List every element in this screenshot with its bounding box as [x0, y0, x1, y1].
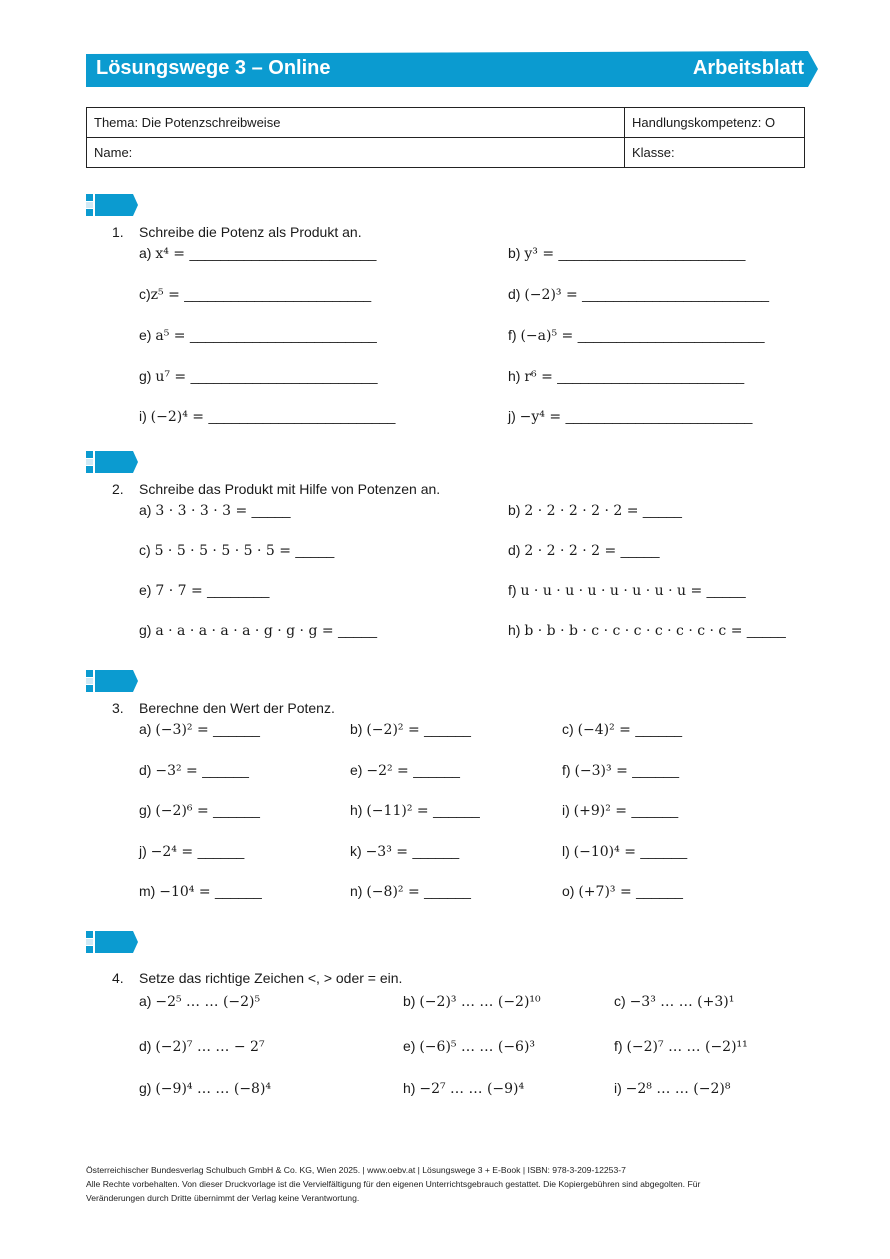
task-3-item-o[interactable]: o) (+7)³ = ______ — [562, 883, 683, 900]
task-2-item-f[interactable]: f) u · u · u · u · u · u · u · u = _____ — [508, 582, 746, 599]
task-3-item-m[interactable]: m) −10⁴ = ______ — [139, 883, 262, 900]
task-3-item-b[interactable]: b) (−2)² = ______ — [350, 721, 471, 738]
task-number: 2. — [112, 481, 124, 497]
task-1-item-c[interactable]: c)z⁵ = ________________________ — [139, 286, 372, 303]
task-1-item-j[interactable]: j) −y⁴ = ________________________ — [508, 408, 753, 425]
task-4-item-g[interactable]: g) (−9)⁴ … … (−8)⁴ — [139, 1080, 272, 1097]
task-4-item-d[interactable]: d) (−2)⁷ … … − 2⁷ — [139, 1038, 265, 1055]
task-3-item-l[interactable]: l) (−10)⁴ = ______ — [562, 843, 688, 860]
task-3-heading — [112, 700, 335, 716]
competence-cell: Handlungskompetenz: O — [625, 108, 805, 138]
task-3-item-c[interactable]: c) (−4)² = ______ — [562, 721, 683, 738]
section-marker-4-icon — [86, 931, 138, 953]
task-4-item-a[interactable]: a) −2⁵ … … (−2)⁵ — [139, 993, 261, 1010]
task-1-item-i[interactable]: i) (−2)⁴ = ________________________ — [139, 408, 396, 425]
task-title: Setze das richtige Zeichen <, > oder = ein. — [139, 970, 403, 986]
task-4-heading — [112, 970, 402, 986]
task-4-item-f[interactable]: f) (−2)⁷ … … (−2)¹¹ — [614, 1038, 748, 1055]
task-1-item-a[interactable]: a) x⁴ = ________________________ — [139, 245, 377, 262]
task-2-item-e[interactable]: e) 7 · 7 = ________ — [139, 582, 270, 599]
task-number: 3. — [112, 700, 124, 716]
footer-publisher-line: Österreichischer Bundesverlag Schulbuch GmbH & Co. KG, Wien 2025. | www.oebv.at | Lösungswege 3 + E-Book | ISBN: 978-3-209-12253-7 — [86, 1165, 626, 1175]
task-1-item-h[interactable]: h) r⁶ = ________________________ — [508, 368, 745, 385]
task-4-item-c[interactable]: c) −3³ … … (+3)¹ — [614, 993, 735, 1010]
name-field[interactable]: Name: — [87, 138, 625, 168]
task-title: Schreibe die Potenz als Produkt an. — [139, 224, 362, 240]
task-4-item-e[interactable]: e) (−6)⁵ … … (−6)³ — [403, 1038, 536, 1055]
task-2-item-d[interactable]: d) 2 · 2 · 2 · 2 = _____ — [508, 542, 660, 559]
task-1-item-f[interactable]: f) (−a)⁵ = ________________________ — [508, 327, 765, 344]
task-1-item-g[interactable]: g) u⁷ = ________________________ — [139, 368, 378, 385]
task-3-item-i[interactable]: i) (+9)² = ______ — [562, 802, 679, 819]
section-marker-1-icon — [86, 194, 138, 216]
header-banner — [86, 51, 818, 87]
task-2-item-c[interactable]: c) 5 · 5 · 5 · 5 · 5 · 5 = _____ — [139, 542, 335, 559]
task-1-item-b[interactable]: b) y³ = ________________________ — [508, 245, 746, 262]
task-4-item-i[interactable]: i) −2⁸ … … (−2)⁸ — [614, 1080, 731, 1097]
footer-disclaimer-line: Veränderungen durch Dritte übernimmt der Verlag keine Verantwortung. — [86, 1193, 360, 1203]
task-title: Berechne den Wert der Potenz. — [139, 700, 335, 716]
header-doc-type: Arbeitsblatt — [692, 57, 804, 79]
task-3-item-k[interactable]: k) −3³ = ______ — [350, 843, 460, 860]
task-3-item-f[interactable]: f) (−3)³ = ______ — [562, 762, 679, 779]
task-number: 4. — [112, 970, 124, 986]
task-1-heading — [112, 224, 362, 240]
header-title: Lösungswege 3 – Online — [96, 57, 331, 79]
task-1-item-e[interactable]: e) a⁵ = ________________________ — [139, 327, 377, 344]
task-3-item-h[interactable]: h) (−11)² = ______ — [350, 802, 480, 819]
task-title: Schreibe das Produkt mit Hilfe von Potenzen an. — [139, 481, 441, 497]
task-3-item-d[interactable]: d) −3² = ______ — [139, 762, 249, 779]
task-1-item-d[interactable]: d) (−2)³ = ________________________ — [508, 286, 770, 303]
task-3-item-e[interactable]: e) −2² = ______ — [350, 762, 460, 779]
section-marker-2-icon — [86, 451, 138, 473]
meta-table — [86, 107, 805, 168]
task-2-item-a[interactable]: a) 3 · 3 · 3 · 3 = _____ — [139, 502, 291, 519]
section-marker-3-icon — [86, 670, 138, 692]
task-2-item-g[interactable]: g) a · a · a · a · a · g · g · g = _____ — [139, 622, 377, 639]
task-3-item-n[interactable]: n) (−8)² = ______ — [350, 883, 471, 900]
task-2-item-h[interactable]: h) b · b · b · c · c · c · c · c · c · c = _____ — [508, 622, 786, 639]
task-4-item-b[interactable]: b) (−2)³ … … (−2)¹⁰ — [403, 993, 541, 1010]
task-4-item-h[interactable]: h) −2⁷ … … (−9)⁴ — [403, 1080, 525, 1097]
task-3-item-g[interactable]: g) (−2)⁶ = ______ — [139, 802, 260, 819]
task-2-item-b[interactable]: b) 2 · 2 · 2 · 2 · 2 = _____ — [508, 502, 682, 519]
task-3-item-a[interactable]: a) (−3)² = ______ — [139, 721, 260, 738]
task-2-heading — [112, 481, 440, 497]
task-number: 1. — [112, 224, 124, 240]
footer — [86, 1163, 786, 1205]
footer-rights-line: Alle Rechte vorbehalten. Von dieser Druckvorlage ist die Vervielfältigung für den eigenen Unterrichtsgebrauch gestattet. Die Kopiergebühren sind abgegolten. Für — [86, 1179, 701, 1189]
task-3-item-j[interactable]: j) −2⁴ = ______ — [139, 843, 245, 860]
topic-cell: Thema: Die Potenzschreibweise — [87, 108, 625, 138]
class-field[interactable]: Klasse: — [625, 138, 805, 168]
